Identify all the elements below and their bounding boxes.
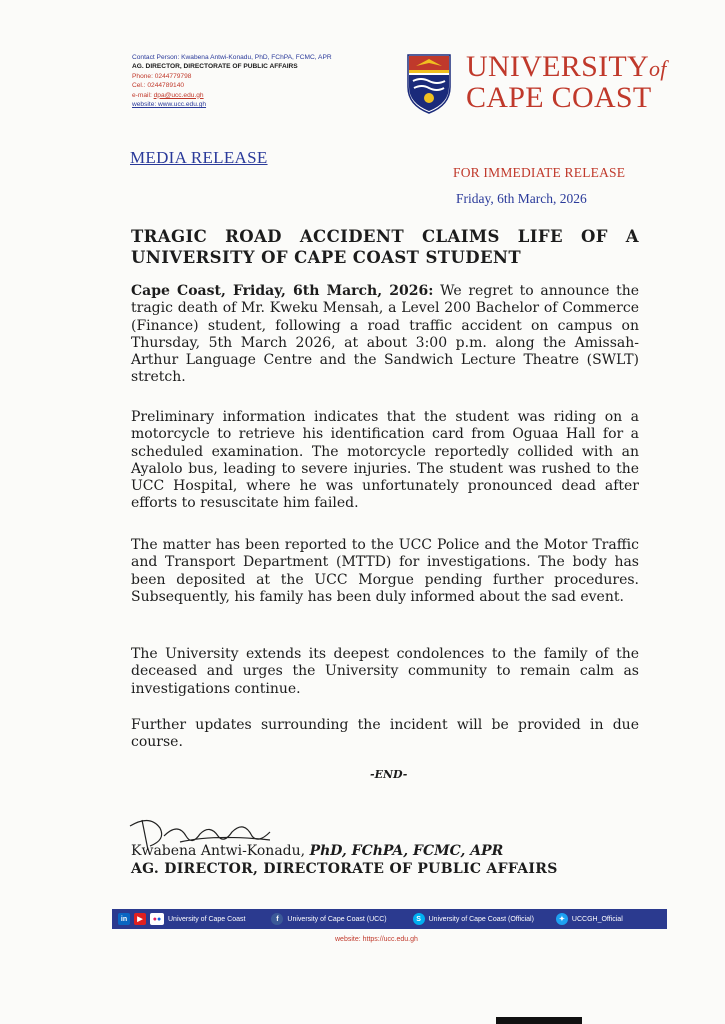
signatory-credentials: PhD, FChPA, FCMC, APR bbox=[309, 843, 504, 859]
release-title: TRAGIC ROAD ACCIDENT CLAIMS LIFE OF A UNIVERSITY OF CAPE COAST STUDENT bbox=[131, 227, 639, 267]
paragraph-1 bbox=[131, 283, 639, 387]
contact-block bbox=[132, 53, 332, 109]
paragraph-1-lead: Cape Coast, Friday, 6th March, 2026: bbox=[131, 283, 434, 299]
paragraph-5: Further updates surrounding the incident will be provided in due course. bbox=[131, 717, 639, 751]
media-release-heading: MEDIA RELEASE bbox=[130, 148, 268, 167]
social-media-bar bbox=[112, 909, 667, 929]
contact-phone: Phone: 0244779798 bbox=[132, 72, 192, 80]
facebook-icon: f bbox=[271, 913, 283, 925]
contact-email-link[interactable]: dpa@ucc.edu.gh bbox=[153, 91, 204, 99]
social-twitter-label: UCCGH_Official bbox=[571, 915, 623, 923]
linkedin-icon: in bbox=[118, 913, 130, 925]
university-crest-icon bbox=[404, 53, 454, 115]
paragraph-4: The University extends its deepest condolences to the family of the deceased and urges the University community to remain calm as investigations continue. bbox=[131, 646, 639, 697]
signatory-title: AG. DIRECTOR, DIRECTORATE OF PUBLIC AFFAIRS bbox=[131, 861, 558, 877]
immediate-release-label: FOR IMMEDIATE RELEASE bbox=[453, 165, 626, 180]
logo-line2: CAPE COAST bbox=[466, 81, 652, 114]
social-facebook[interactable] bbox=[271, 913, 386, 925]
flickr-icon: ● ● bbox=[150, 913, 164, 925]
social-youtube-flickr[interactable] bbox=[118, 913, 245, 925]
social-skype[interactable] bbox=[413, 913, 534, 925]
university-name-logo bbox=[466, 52, 667, 112]
youtube-icon: ▶ bbox=[134, 913, 146, 925]
contact-email-row bbox=[132, 91, 332, 100]
contact-cell: Cel.: 0244789140 bbox=[132, 82, 185, 90]
signatory-name bbox=[131, 843, 503, 859]
contact-person: Contact Person: Kwabena Antwi-Konadu, PhD, FChPA, FCMC, APR bbox=[132, 54, 332, 61]
scan-edge-bar bbox=[496, 1017, 582, 1024]
social-twitter[interactable] bbox=[556, 913, 623, 925]
social-skype-label: University of Cape Coast (Official) bbox=[428, 915, 534, 923]
skype-icon: S bbox=[413, 913, 425, 925]
social-facebook-label: University of Cape Coast (UCC) bbox=[287, 915, 387, 923]
signatory-name-text: Kwabena Antwi-Konadu, bbox=[131, 843, 310, 859]
paragraph-2: Preliminary information indicates that the student was riding on a motorcycle to retrieve his identification card from Oguaa Hall for a scheduled examination. The motorcycle reportedly collided with an Ayalolo bus, leading to severe injuries. The student was rushed to the UCC Hospital, where he was unfortunately pronounced dead after efforts to resuscitate him failed. bbox=[131, 409, 639, 512]
contact-role: AG. DIRECTOR, DIRECTORATE OF PUBLIC AFFAIRS bbox=[132, 63, 298, 71]
social-youtube-label: University of Cape Coast bbox=[168, 915, 246, 923]
twitter-icon: ✦ bbox=[556, 913, 568, 925]
paragraph-3: The matter has been reported to the UCC Police and the Motor Traffic and Transport Department (MTTD) for investigations. The body has been deposited at the UCC Morgue pending further procedures. Subsequently, his family has been duly informed about the sad event. bbox=[131, 537, 639, 605]
release-date: Friday, 6th March, 2026 bbox=[456, 191, 587, 206]
contact-website-link[interactable]: website: www.ucc.edu.gh bbox=[132, 101, 207, 109]
end-marker: -END- bbox=[370, 768, 408, 781]
logo-line1: UNIVERSITY bbox=[466, 50, 649, 83]
logo-of: of bbox=[649, 56, 667, 81]
contact-email-label: e-mail: bbox=[132, 91, 154, 99]
paragraph-1-text: We regret to announce the tragic death of Mr. Kweku Mensah, a Level 200 Bachelor of Commerce (Finance) student, following a road traffic accident on campus on Thursday, 5th March 2026, at about 3:00 p.m. along the Amissah-Arthur Language Centre and the Sandwich Lecture Theatre (SWLT) stretch. bbox=[131, 283, 640, 386]
footer-website-link[interactable]: website: https://ucc.edu.gh bbox=[335, 936, 418, 943]
